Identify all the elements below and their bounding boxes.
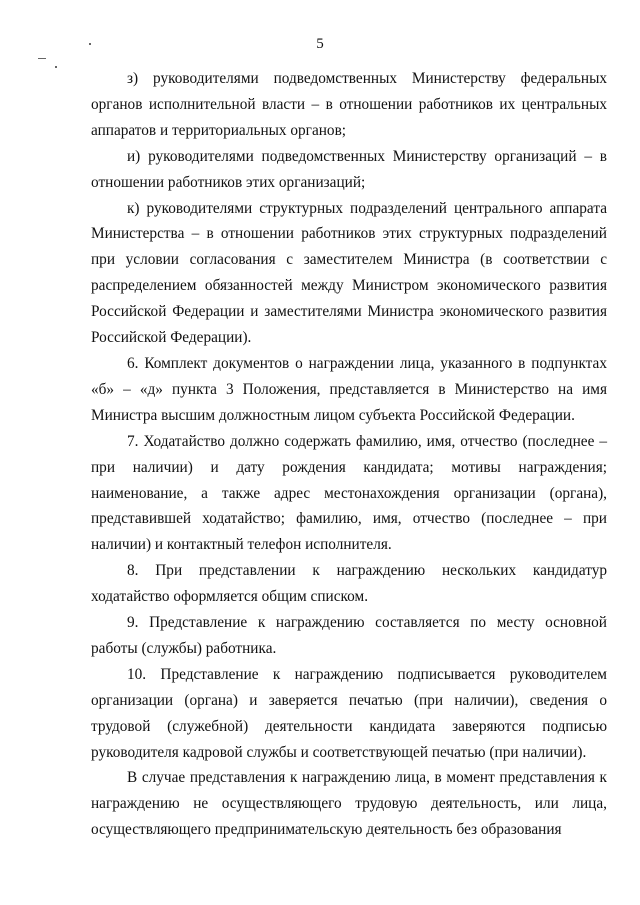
scan-artifact-mark (38, 58, 46, 59)
paragraph-case: В случае представления к награждению лица, в момент представления к награждению не осуществляющего трудовую деятельность, или лица, осуществляющего предпринимательскую деятельность без образования (91, 769, 607, 839)
paragraph-8: 8. При представлении к награждению нескольких кандидатур ходатайство оформляется общим списком. (91, 562, 607, 606)
document-body (91, 66, 607, 843)
page-number: 5 (316, 36, 324, 52)
paragraph-10: 10. Представление к награждению подписывается руководителем организации (органа) и заверяется печатью (при наличии), сведения о трудовой (служебной) деятельности кандидата заверяются подписью руководителя кадровой службы и соответствующей печатью (при наличии). (91, 665, 607, 761)
paragraph-9: 9. Представление к награждению составляется по месту основной работы (службы) работника. (91, 614, 607, 657)
paragraph-k: к) руководителями структурных подразделений центрального аппарата Министерства – в отношении работников этих структурных подразделений при условии согласования с заместителем Министра (в соответствии с распределением обязанностей между Министром экономического развития Российской Федерации и заместителями Министра экономического развития Российской Федерации). (91, 199, 607, 347)
paragraph-i: и) руководителями подведомственных Министерству организаций – в отношении работников этих организаций; (91, 147, 607, 191)
paragraph-z: з) руководителями подведомственных Министерству федеральных органов исполнительной власти – в отношении работников их центральных аппаратов и территориальных органов; (91, 70, 607, 139)
paragraph-6: 6. Комплект документов о награждении лица, указанного в подпунктах «б» – «д» пункта 3 Положения, представляется в Министерство на имя Министра высшим должностным лицом субъекта Российской Федерации. (91, 354, 607, 424)
scan-artifact-mark (55, 66, 57, 68)
paragraph-7: 7. Ходатайство должно содержать фамилию, имя, отчество (последнее – при наличии) и дату рождения кандидата; мотивы награждения; наименование, а также адрес местонахождения организации (органа), представившей ходатайство; фамилию, имя, отчество (последнее – при наличии) и контактный телефон исполнителя. (91, 432, 607, 554)
